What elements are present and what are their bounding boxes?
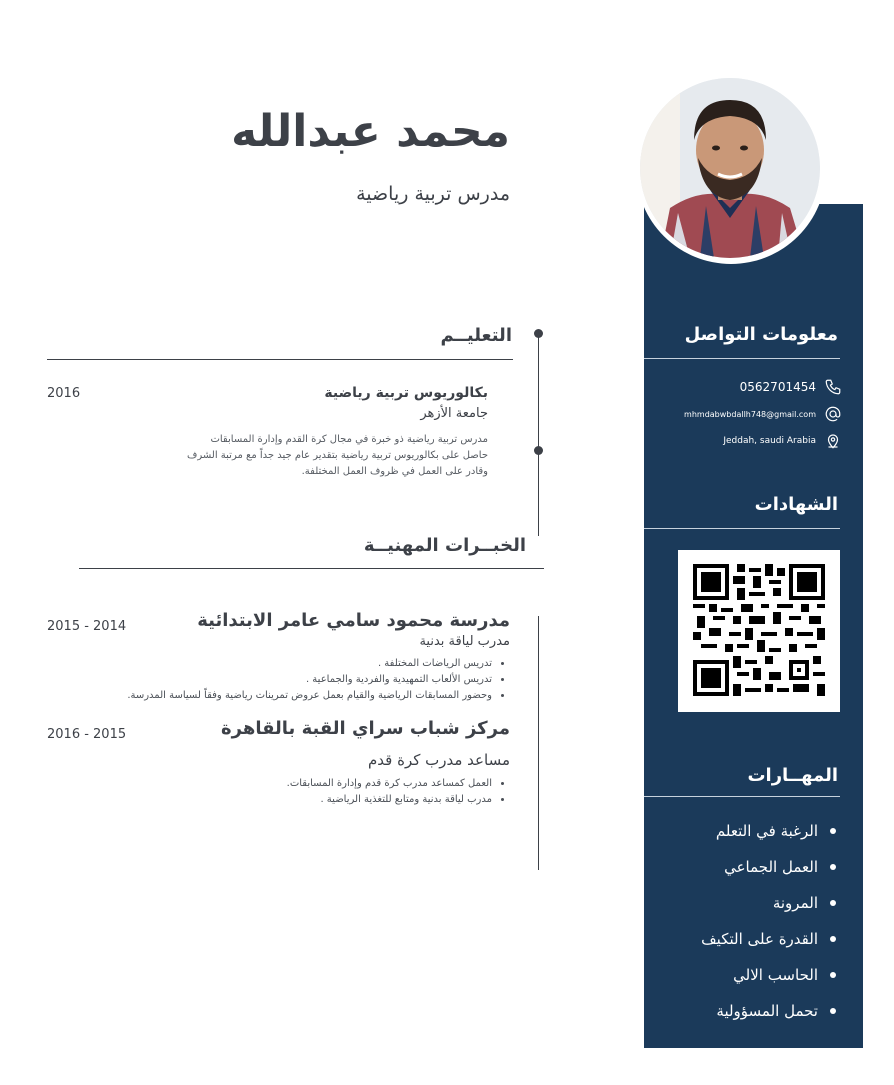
skill-label: القدرة على التكيف <box>701 930 818 948</box>
contact-location <box>723 432 842 450</box>
education-divider <box>47 359 513 360</box>
skill-item <box>773 894 836 912</box>
phone-text: 0562701454 <box>739 380 816 394</box>
candidate-job-title: مدرس تربية رياضية <box>356 183 510 205</box>
education-university: جامعة الأزهر <box>420 406 488 421</box>
certificates-title: الشهادات <box>754 494 838 515</box>
education-degree: بكالوريوس تربية رياضية <box>324 385 488 401</box>
skill-label: المرونة <box>772 894 818 912</box>
job-place: مركز شباب سراي القبة بالقاهرة <box>221 718 510 739</box>
profile-photo <box>640 78 820 258</box>
education-description <box>168 432 488 480</box>
task-item: • وحضور المسابقات الرياضية والقيام بعمل عروض تمرينات رياضية وفقاً لسياسة المدرسة. <box>127 688 492 704</box>
bullet <box>830 900 836 906</box>
description-line: وقادر على العمل في ظروف العمل المختلفة. <box>301 466 488 477</box>
certificates-divider <box>644 528 840 529</box>
job-place: مدرسة محمود سامي عامر الابتدائية <box>197 610 510 631</box>
email-icon <box>824 405 842 423</box>
experience-title: الخبــرات المهنيــة <box>363 535 526 556</box>
skill-label: العمل الجماعي <box>724 858 818 876</box>
task-item: • مدرب لياقة بدنية ومتابع للتغذية الرياضية . <box>287 792 492 808</box>
job-tasks <box>127 656 510 704</box>
job-years: 2016 - 2015 <box>47 727 127 742</box>
timeline-line <box>538 616 539 870</box>
phone-icon <box>824 378 842 396</box>
skill-label: الرغبة في التعلم <box>715 822 818 840</box>
job-tasks <box>287 776 510 808</box>
description-line: حاصل على بكالوريوس تربية رياضية بتقدير عام جيد جداً مع مرتبة الشرف <box>186 450 488 461</box>
skill-item <box>716 822 836 840</box>
skills-title: المهــارات <box>747 765 838 786</box>
description-line: مدرس تربية رياضية ذو خبرة في مجال كرة القدم وإدارة المسابقات <box>210 434 488 445</box>
job-role: مدرب لياقة بدنية <box>419 634 510 649</box>
job-years: 2015 - 2014 <box>47 619 127 634</box>
skill-label: الحاسب الالي <box>733 966 818 984</box>
timeline-dot <box>534 446 543 455</box>
bullet <box>830 972 836 978</box>
qr-code[interactable] <box>678 550 840 712</box>
timeline-line <box>538 334 539 536</box>
bullet <box>830 828 836 834</box>
contact-divider <box>644 358 840 359</box>
experience-divider <box>79 568 544 569</box>
contact-title: معلومات التواصل <box>684 324 838 345</box>
bullet <box>830 864 836 870</box>
contact-email[interactable] <box>684 405 842 423</box>
email-text: mhmdabwbdallh748@gmail.com <box>684 409 816 419</box>
education-year: 2016 <box>47 386 81 401</box>
task-item: • تدريس الرياضات المختلفة . <box>127 656 492 672</box>
candidate-name: محمد عبدالله <box>231 106 510 157</box>
location-text: Jeddah, saudi Arabia <box>723 436 816 446</box>
bullet <box>830 936 836 942</box>
skill-item <box>724 858 836 876</box>
task-item: • العمل كمساعد مدرب كرة قدم وإدارة المسابقات. <box>287 776 492 792</box>
task-item: • تدريس الألعاب التمهيدية والفردية والجماعية . <box>127 672 492 688</box>
skill-item <box>716 1002 836 1020</box>
contact-phone[interactable] <box>740 378 842 396</box>
education-title: التعليــم <box>440 325 512 346</box>
location-icon <box>824 432 842 450</box>
bullet <box>830 1008 836 1014</box>
timeline-dot <box>534 329 543 338</box>
skill-label: تحمل المسؤولية <box>716 1002 818 1020</box>
skills-divider <box>644 796 840 797</box>
job-role: مساعد مدرب كرة قدم <box>368 751 510 769</box>
skill-item <box>733 966 836 984</box>
skill-item <box>701 930 836 948</box>
